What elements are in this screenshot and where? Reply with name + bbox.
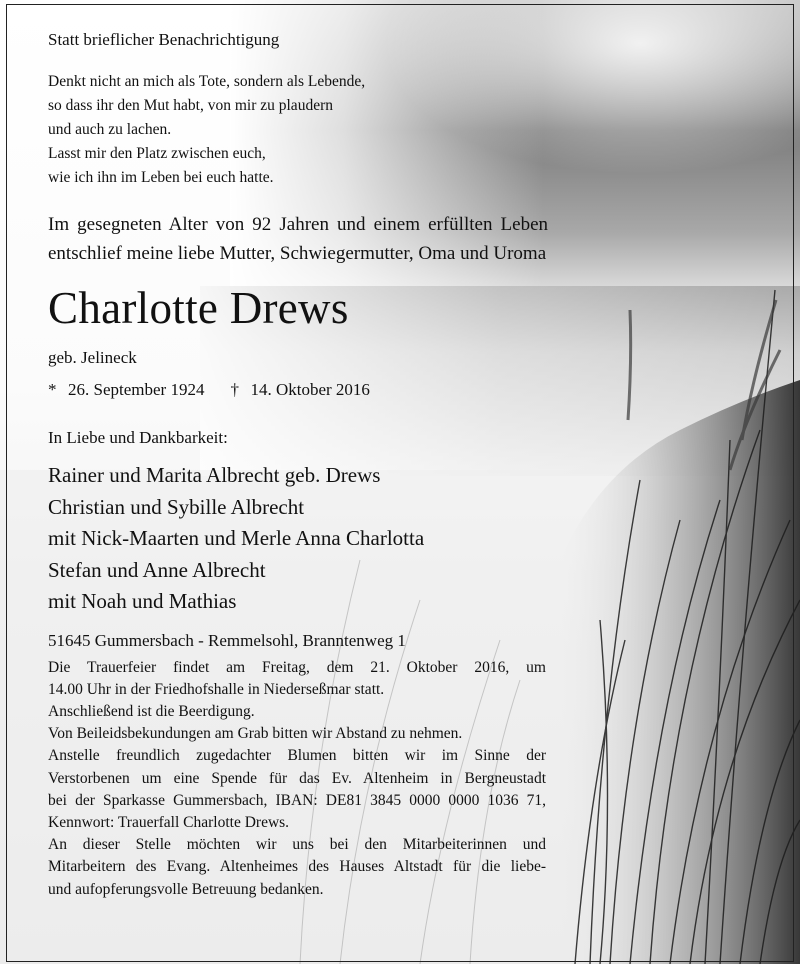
info-line: Von Beileidsbekundungen am Grab bitten wir Abstand zu nehmen.	[48, 725, 463, 743]
poem-line: Lasst mir den Platz zwischen euch,	[48, 145, 266, 162]
intro-paragraph: Im gesegneten Alter von 92 Jahren und einem erfüllten Leben entschlief meine liebe Mutter, Schwiegermutter, Oma und Uroma	[48, 214, 548, 264]
poem-line: wie ich ihn im Leben bei euch hatte.	[48, 169, 274, 186]
info-line: und aufopferungsvolle Betreuung bedanken.	[48, 880, 324, 898]
info-line: Mitarbeitern des Evang. Altenheimes des Hauses Altstadt für die liebe-	[48, 858, 546, 876]
info-line: Die Trauerfeier findet am Freitag, dem 21. Oktober 2016, um	[48, 658, 546, 676]
deceased-name: Charlotte Drews	[48, 283, 349, 333]
info-line: An dieser Stelle möchten wir uns bei den Mitarbeiterinnen und	[48, 836, 546, 854]
poem-line: und auch zu lachen.	[48, 121, 172, 138]
birth-date: 26. September 1924	[68, 380, 205, 399]
info-line: Anschließend ist die Beerdigung.	[48, 702, 255, 720]
death-date: 14. Oktober 2016	[250, 380, 370, 399]
cross-icon: †	[230, 380, 239, 399]
birth-name: geb. Jelineck	[48, 348, 137, 367]
mourner-line: Rainer und Marita Albrecht geb. Drews	[48, 463, 381, 487]
mourner-line: mit Nick-Maarten und Merle Anna Charlotta	[48, 526, 425, 550]
mourners-list	[48, 460, 548, 618]
funeral-info	[48, 657, 546, 901]
info-line: Verstorbenen um eine Spende für das Ev. Altenheim in Bergneustadt	[48, 769, 546, 787]
info-line: 14.00 Uhr in der Friedhofshalle in Niederseßmar statt.	[48, 680, 385, 698]
poem-line: so dass ihr den Mut habt, von mir zu plaudern	[48, 97, 333, 114]
info-line: bei der Sparkasse Gummersbach, IBAN: DE81 3845 0000 0000 1036 71,	[48, 791, 546, 809]
family-address: 51645 Gummersbach - Remmelsohl, Branntenweg 1	[48, 630, 406, 650]
notice-text	[48, 30, 548, 901]
header-line: Statt brieflicher Benachrichtigung	[48, 30, 280, 49]
thanks-line: In Liebe und Dankbarkeit:	[48, 428, 228, 447]
info-line: Anstelle freundlich zugedachter Blumen bitten wir im Sinne der	[48, 747, 546, 765]
born-symbol: *	[48, 380, 57, 399]
life-dates	[48, 380, 548, 400]
mourner-line: Stefan und Anne Albrecht	[48, 557, 266, 582]
mourner-line: mit Noah und Mathias	[48, 589, 237, 613]
info-line: Kennwort: Trauerfall Charlotte Drews.	[48, 813, 290, 831]
poem	[48, 70, 548, 190]
poem-line: Denkt nicht an mich als Tote, sondern als Lebende,	[48, 73, 366, 90]
mourner-line: Christian und Sybille Albrecht	[48, 494, 305, 519]
